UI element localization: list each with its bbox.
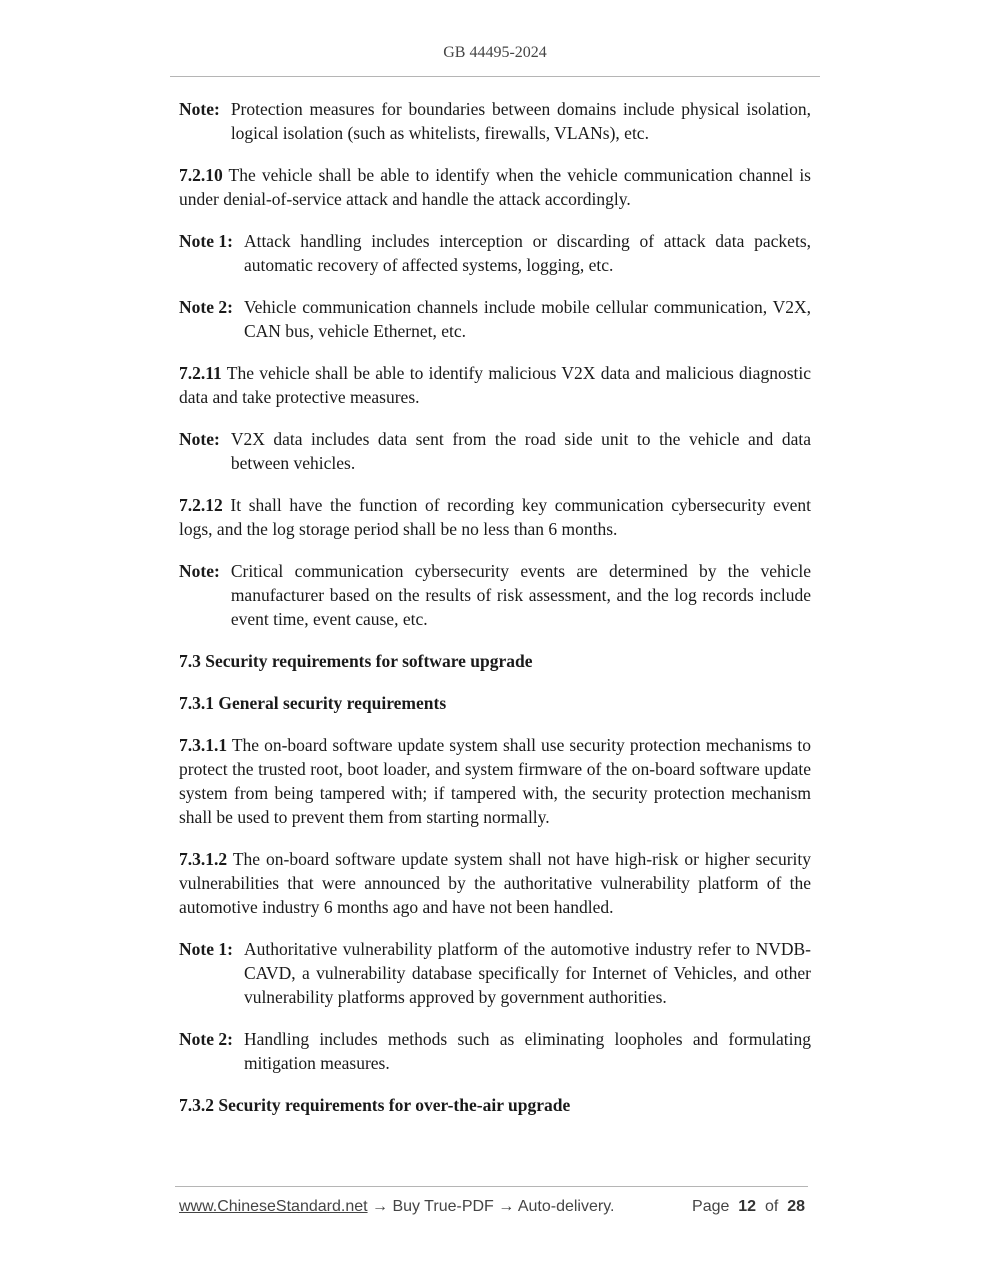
clause-7-3-1-2: [179, 847, 811, 919]
promo-text: → Buy True-PDF → Auto-delivery.: [367, 1198, 615, 1215]
page-current: 12: [738, 1198, 757, 1215]
clause-number: 7.3.1.2: [179, 849, 228, 869]
document-header: GB 44495-2024: [443, 44, 547, 61]
note-label: Note 1:: [179, 231, 233, 251]
section-heading-7-3: 7.3 Security requirements for software upgrade: [179, 651, 533, 671]
note-communication-channels: [179, 295, 811, 343]
clause-number: 7.2.10: [179, 165, 223, 185]
note-text: Protection measures for boundaries between domains include physical isolation, logical isolation (such as whitelists, firewalls, VLANs), etc.: [230, 99, 811, 143]
note-attack-handling: [179, 229, 811, 277]
clause-7-2-11: [179, 361, 811, 409]
header-divider: [170, 76, 820, 77]
note-critical-events: [179, 559, 811, 631]
note-label: Note 1:: [179, 939, 233, 959]
note-label: Note 2:: [179, 1029, 233, 1049]
note-label: Note:: [179, 561, 220, 581]
clause-7-2-10: [179, 163, 811, 211]
page-indicator: [692, 1198, 805, 1216]
clause-number: 7.2.12: [179, 495, 223, 515]
note-label: Note 2:: [179, 297, 233, 317]
clause-7-3-1-1: [179, 733, 811, 829]
clause-text: The vehicle shall be able to identify malicious V2X data and malicious diagnostic data and take protective measures.: [179, 363, 811, 407]
note-v2x-data: [179, 427, 811, 475]
site-link[interactable]: www.ChineseStandard.net: [179, 1198, 368, 1215]
clause-text: The on-board software update system shall use security protection mechanisms to protect the trusted root, boot loader, and system firmware of the on-board software update system from being tampered with; if tampered with, the security protection mechanism shall be used to prevent them from starting normally.: [179, 735, 812, 827]
note-text: V2X data includes data sent from the road side unit to the vehicle and data between vehicles.: [230, 429, 811, 473]
note-text: Authoritative vulnerability platform of the automotive industry refer to NVDB-CAVD, a vulnerability database specifically for Internet of Vehicles, and other vulnerability platforms approved by government authorities.: [243, 939, 811, 1007]
clause-text: The on-board software update system shall not have high-risk or higher security vulnerabilities that were announced by the authoritative vulnerability platform of the automotive industry 6 months ago and have not been handled.: [179, 849, 811, 917]
note-text: Attack handling includes interception or discarding of attack data packets, automatic recovery of affected systems, logging, etc.: [243, 231, 811, 275]
note-text: Handling includes methods such as eliminating loopholes and formulating mitigation measures.: [243, 1029, 811, 1073]
clause-text: It shall have the function of recording key communication cybersecurity event logs, and the log storage period shall be no less than 6 months.: [179, 495, 812, 539]
document-body: [179, 97, 811, 1135]
clause-7-2-12: [179, 493, 811, 541]
note-label: Note:: [179, 99, 220, 119]
clause-number: 7.3.1.1: [179, 735, 228, 755]
note-vulnerability-platform: [179, 937, 811, 1009]
note-text: Vehicle communication channels include mobile cellular communication, V2X, CAN bus, vehicle Ethernet, etc.: [243, 297, 811, 341]
page-word: Page: [692, 1198, 730, 1215]
note-handling-methods: [179, 1027, 811, 1075]
note-domain-boundary: [179, 97, 811, 145]
section-heading-7-3-1: 7.3.1 General security requirements: [179, 693, 447, 713]
clause-text: The vehicle shall be able to identify when the vehicle communication channel is under denial-of-service attack and handle the attack accordingly.: [179, 165, 811, 209]
clause-number: 7.2.11: [179, 363, 222, 383]
page-total: 28: [787, 1198, 805, 1215]
note-label: Note:: [179, 429, 220, 449]
footer-divider: [175, 1186, 808, 1187]
page-of: of: [764, 1198, 779, 1215]
note-text: Critical communication cybersecurity events are determined by the vehicle manufacturer based on the results of risk assessment, and the log records include event time, event cause, etc.: [230, 561, 811, 629]
page-footer: [179, 1198, 805, 1216]
footer-promo: [179, 1198, 614, 1216]
section-heading-7-3-2: 7.3.2 Security requirements for over-the-air upgrade: [179, 1095, 571, 1115]
